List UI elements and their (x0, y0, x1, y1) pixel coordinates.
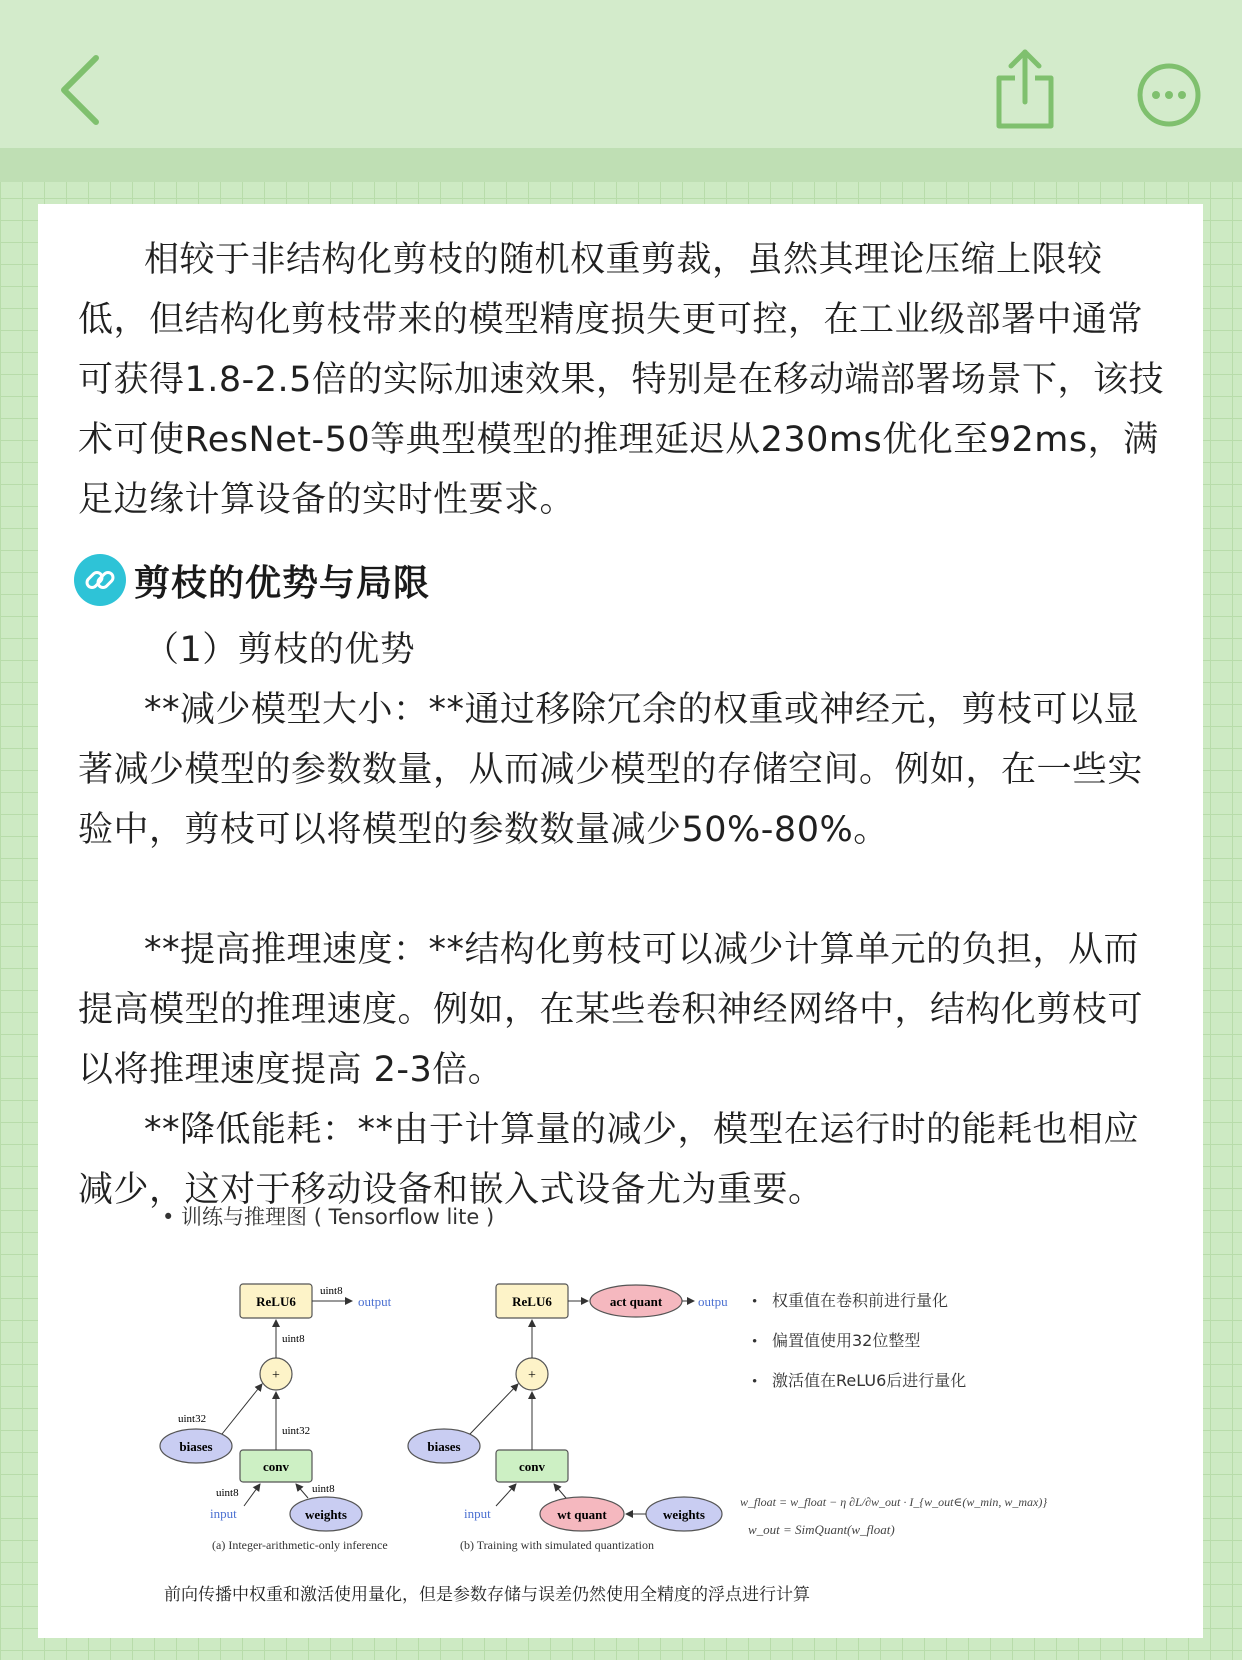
formula-update: w_float = w_float − η ∂L/∂w_out · I_{w_out∈(w_min, w_max)} (740, 1495, 1048, 1509)
sub-heading: （1）剪枝的优势 (144, 630, 416, 670)
input-label-left: input (210, 1506, 237, 1521)
output-label-left: output (358, 1294, 392, 1309)
figure-bottom-caption: 前向传播中权重和激活使用量化，但是参数存储与误差仍然使用全精度的浮点进行计算 (164, 1585, 810, 1605)
bullet-1: 权重值在卷积前进行量化 (772, 1291, 949, 1310)
add-label-right: + (528, 1368, 536, 1383)
diagram-inference (160, 1284, 392, 1552)
uint8-input-left: uint8 (216, 1487, 239, 1499)
act-quant-label: act quant (609, 1294, 663, 1309)
weights-label-left: weights (305, 1507, 347, 1522)
svg-text:•: • (752, 1334, 758, 1350)
add-label-left: + (272, 1368, 280, 1383)
chevron-left-icon (56, 52, 112, 128)
bullet-3: 激活值在ReLU6后进行量化 (772, 1371, 967, 1390)
paragraph-model-size: **减少模型大小：**通过移除冗余的权重或神经元，剪枝可以显著减少模型的参数数量，从而减少模型的存储空间。例如，在一些实验中，剪枝可以将模型的参数数量减少50%-80%。 (78, 690, 1144, 850)
top-nav-bar (0, 0, 1242, 148)
caption-right: (b) Training with simulated quantization (460, 1538, 654, 1552)
more-button[interactable] (1136, 62, 1202, 128)
quantization-figure (148, 1200, 1148, 1620)
share-button[interactable] (995, 46, 1061, 132)
weights-label-right: weights (663, 1507, 705, 1522)
relu-label-right: ReLU6 (512, 1294, 552, 1309)
share-icon (995, 46, 1061, 132)
paragraph-intro: 相较于非结构化剪枝的随机权重剪裁，虽然其理论压缩上限较低，但结构化剪枝带来的模型精度损失更可控，在工业级部署中通常可获得1.8-2.5倍的实际加速效果，特别是在移动端部署场景下，该技术可使ResNet-50等典型模型的推理延迟从230ms优化至92ms，满足边缘计算设备的实时性要求。 (78, 240, 1164, 520)
section-heading-text: 剪枝的优势与局限 (134, 562, 431, 604)
uint32-right: uint32 (282, 1425, 311, 1437)
bullet-2: 偏置值使用32位整型 (772, 1331, 921, 1350)
biases-label-left: biases (179, 1439, 213, 1454)
top-band (0, 148, 1242, 182)
back-button[interactable] (56, 52, 112, 128)
input-label-right: input (464, 1506, 491, 1521)
biases-label-right: biases (427, 1439, 461, 1454)
uint8-weights-left: uint8 (312, 1483, 335, 1495)
conv-label-left: conv (263, 1459, 289, 1474)
paragraph-energy: **降低能耗：**由于计算量的减少，模型在运行时的能耗也相应减少，这对于移动设备和嵌入式设备尤为重要。 (78, 1110, 1140, 1210)
output-label-right: outpu (698, 1294, 728, 1309)
paragraph-inference-speed: **提高推理速度：**结构化剪枝可以减少计算单元的负担，从而提高模型的推理速度。例如，在某些卷积神经网络中，结构化剪枝可以将推理速度提高 2-3倍。 (78, 930, 1144, 1090)
conv-label-right: conv (519, 1459, 545, 1474)
section-heading (74, 550, 430, 610)
svg-text:•: • (752, 1294, 758, 1310)
caption-left: (a) Integer-arithmetic-only inference (212, 1538, 388, 1552)
link-icon (74, 554, 126, 606)
more-icon (1136, 62, 1202, 128)
figure-title: • 训练与推理图 ( Tensorflow lite ) (162, 1205, 495, 1229)
diagram-training (408, 1284, 728, 1552)
uint8-top-left: uint8 (320, 1285, 343, 1297)
formula-simquant: w_out = SimQuant(w_float) (748, 1522, 895, 1537)
wt-quant-label: wt quant (557, 1507, 607, 1522)
article-card (38, 204, 1203, 1638)
uint8-mid-left: uint8 (282, 1333, 305, 1345)
relu-label-left: ReLU6 (256, 1294, 296, 1309)
uint32-left: uint32 (178, 1413, 207, 1425)
figure-bullets (752, 1291, 966, 1390)
svg-text:•: • (752, 1374, 758, 1390)
